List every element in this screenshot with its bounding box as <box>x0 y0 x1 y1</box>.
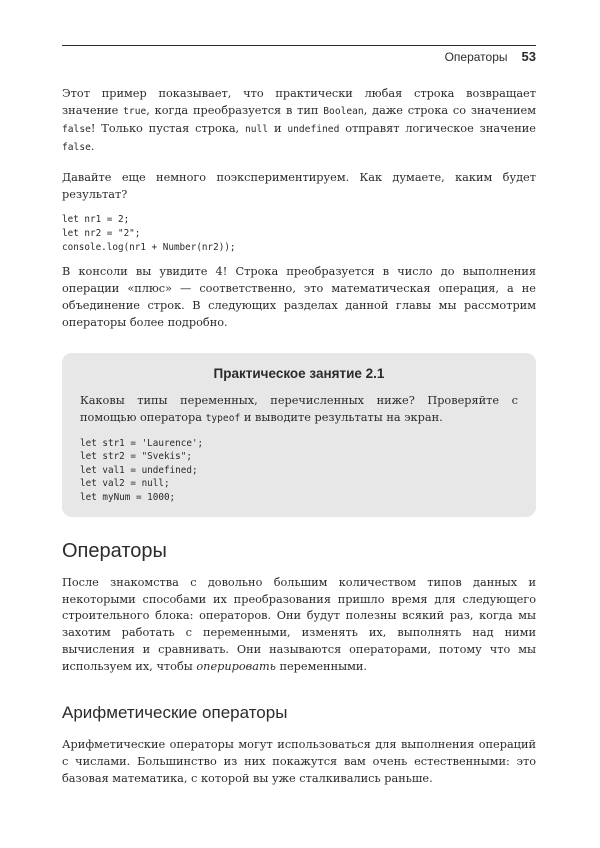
text: и выводите результаты на экран. <box>240 410 443 424</box>
text: После знакомства с довольно большим количеством типов данных и некоторыми способами их преобразования пришло время для следующего строительного блока: операторов. Они будут полезны всякий раз, когда мы захотим работать с переменными, изменять их, выполнять над ними вычисления и сравнивать. Они называются операторами, потому что мы используем их, чтобы <box>62 575 536 674</box>
text: и <box>268 121 288 135</box>
inline-code: undefined <box>287 123 340 135</box>
subsection-heading-arithmetic: Арифметические операторы <box>62 703 288 723</box>
inline-code: Boolean <box>323 105 364 117</box>
inline-code: typeof <box>205 412 241 424</box>
header-section-title: Операторы <box>444 50 508 64</box>
text: Каковы типы переменных, перечисленных ниже? Проверяйте с помощью оператора <box>80 393 518 424</box>
paragraph-operators-intro <box>62 575 536 676</box>
text: , даже строка со значением <box>363 103 536 117</box>
inline-code: false <box>62 141 91 153</box>
exercise-title: Практическое занятие 2.1 <box>213 365 385 381</box>
text: . <box>90 139 95 153</box>
paragraph-console-result: В консоли вы увидите 4! Строка преобразуется в число до выполнения операции «плюс» — соответственно, это математическая операция, а не объединение строк. В следующих разделах данной главы мы рассмотрим операторы более подробно. <box>62 265 536 329</box>
exercise-text <box>80 393 518 428</box>
exercise-box <box>62 353 536 517</box>
header-rule <box>62 45 536 46</box>
text: отправят логическое значение <box>339 121 536 135</box>
text: , когда преобразуется в тип <box>146 103 324 117</box>
text: ! Только пустая строка, <box>90 121 245 135</box>
section-heading-operators: Операторы <box>62 539 167 562</box>
inline-code: false <box>62 123 91 135</box>
code-block-number-conversion: let nr1 = 2; let nr2 = "2"; console.log(nr1 + Number(nr2)); <box>62 214 236 253</box>
inline-code: null <box>245 123 269 135</box>
emphasis-text: оперировать <box>196 660 276 674</box>
paragraph-boolean-conversion <box>62 86 536 157</box>
inline-code: true <box>123 105 147 117</box>
text: переменными. <box>275 660 368 674</box>
text: Этот пример показывает, что практически любая строка возвращает значение <box>62 87 536 117</box>
page-number: 53 <box>521 49 536 64</box>
paragraph-experiment: Давайте еще немного поэкспериментируем. Как думаете, каким будет результат? <box>62 170 536 201</box>
exercise-code-block: let str1 = 'Laurence'; let str2 = "Svekis"; let val1 = undefined; let val2 = null; let myNum = 1000; <box>80 437 204 504</box>
running-header <box>445 49 536 64</box>
paragraph-arithmetic-intro: Арифметические операторы могут использоваться для выполнения операций с числами. Большинство из них покажутся вам очень естественными: это базовая математика, с которой вы уже сталкивались раньше. <box>62 738 536 785</box>
page-content <box>62 86 536 788</box>
